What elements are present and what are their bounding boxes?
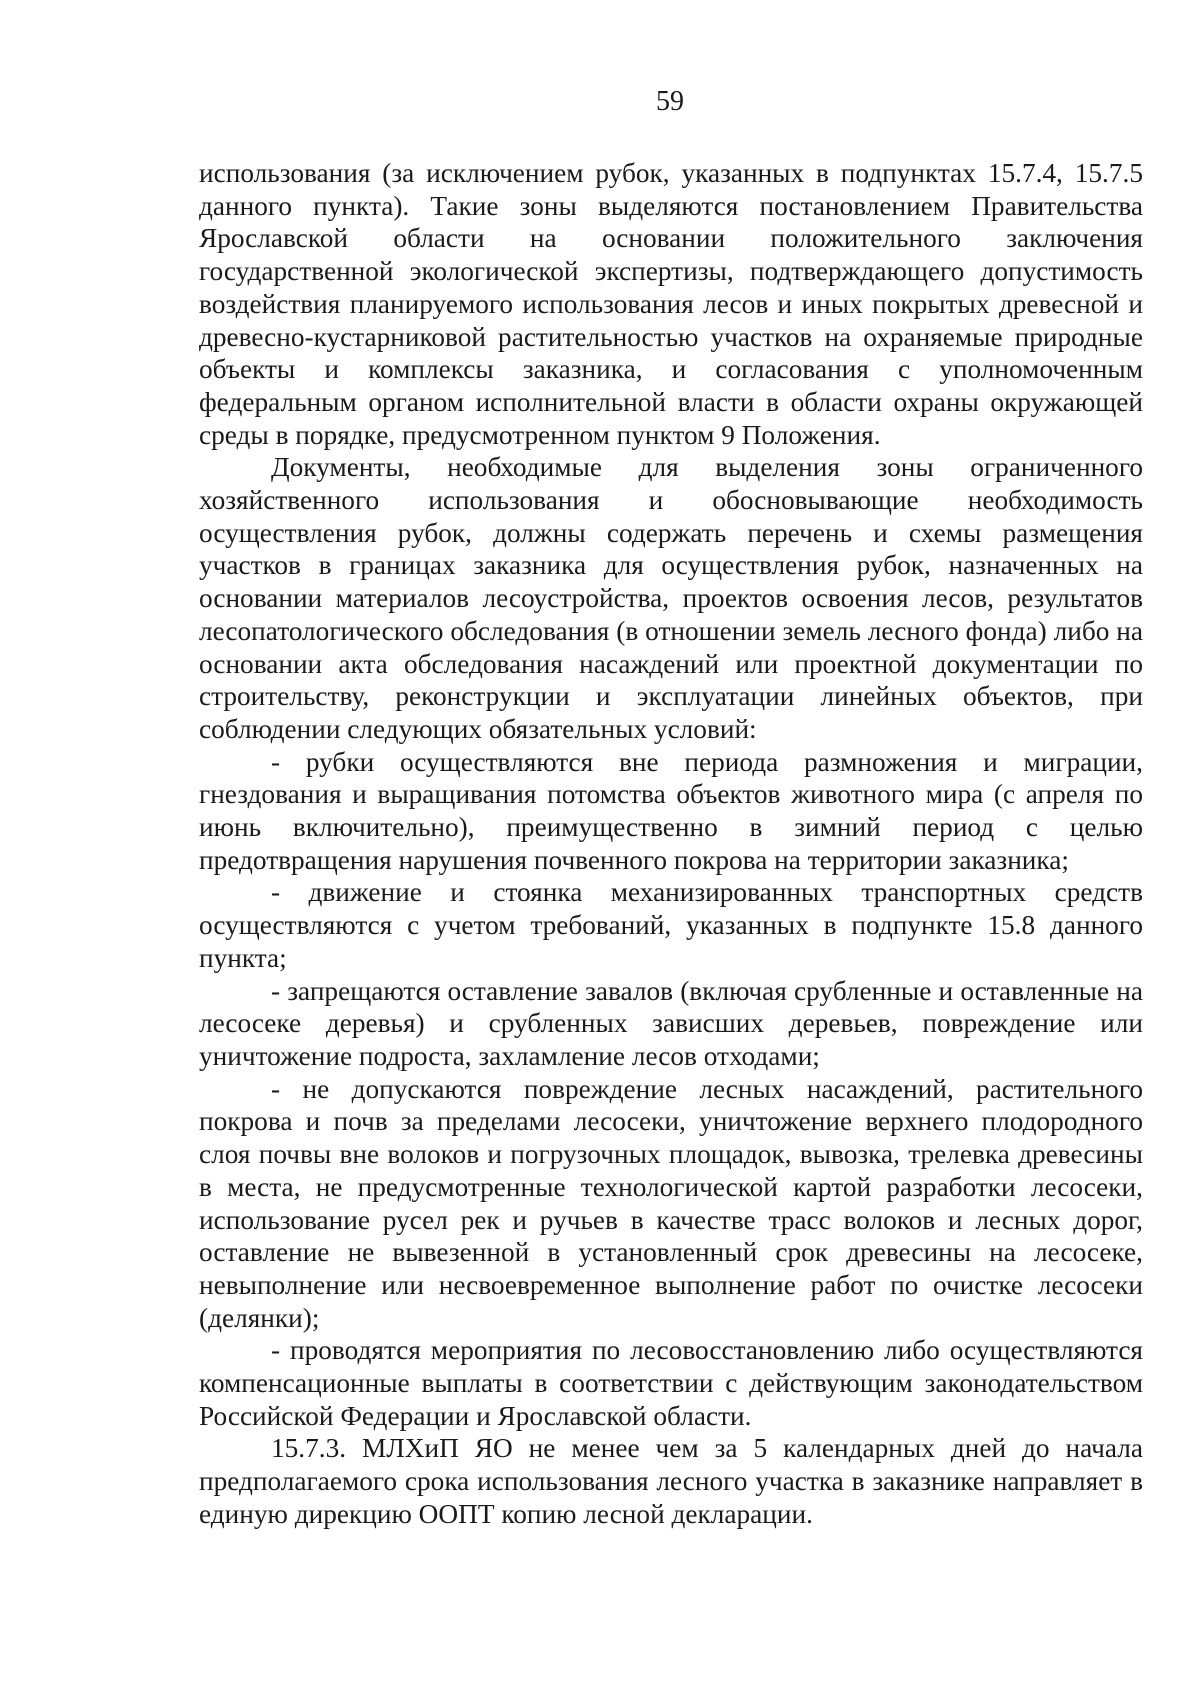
page-number: 59 bbox=[656, 86, 684, 117]
condition-debris-prohibited: - запрещаются оставление завалов (включая срубленные и оставленные на лесосеке деревья) и срубленных зависших деревьев, повреждение или уничтожение подроста, захламление лесов отходами; bbox=[199, 975, 1143, 1071]
condition-reforestation: - проводятся мероприятия по лесовосстановлению либо осуществляются компенсационные выплаты в соответствии с действующим законодательством Российской Федерации и Ярославской области. bbox=[199, 1335, 1143, 1431]
paragraph-documents: Документы, необходимые для выделения зоны ограниченного хозяйственного использования и обосновывающие необходимость осуществления рубок, должны содержать перечень и схемы размещения участков в границах заказника для осуществления рубок, назначенных на основании материалов лесоустройства, проектов освоения лесов, результатов лесопатологического обследования (в отношении земель лесного фонда) либо на основании акта обследования насаждений или проектной документации по строительству, реконструкции и эксплуатации линейных объектов, при соблюдении следующих обязательных условий: bbox=[199, 452, 1143, 744]
condition-vehicle-movement: - движение и стоянка механизированных транспортных средств осуществляются с учетом требований, указанных в подпункте 15.8 данного пункта; bbox=[199, 877, 1143, 973]
condition-damage-not-allowed: - не допускаются повреждение лесных насаждений, растительного покрова и почв за пределами лесосеки, уничтожение верхнего плодородного слоя почвы вне волоков и погрузочных площадок, вывозка, трелевка древесины в места, не предусмотренные технологической картой разработки лесосеки, использование русел рек и ручьев в качестве трасс волоков и лесных дорог, оставление не вывезенной в установленный срок древесины на лесосеке, невыполнение или несвоевременное выполнение работ по очистке лесосеки (делянки); bbox=[199, 1073, 1143, 1333]
paragraph-continuation: использования (за исключением рубок, указанных в подпунктах 15.7.4, 15.7.5 данного пункта). Такие зоны выделяются постановлением Правительства Ярославской области на основании положительного заключения государственной экологической экспертизы, подтверждающего допустимость воздействия планируемого использования лесов и иных покрытых древесной и древесно-кустарниковой растительностью участков на охраняемые природные объекты и комплексы заказника, и согласования с уполномоченным федеральным органом исполнительной власти в области охраны окружающей среды в порядке, предусмотренном пунктом 9 Положения. bbox=[199, 158, 1143, 450]
clause-15-7-3: 15.7.3. МЛХиП ЯО не менее чем за 5 календарных дней до начала предполагаемого срока использования лесного участка в заказнике направляет в единую дирекцию ООПТ копию лесной декларации. bbox=[199, 1433, 1143, 1529]
condition-cutting-period: - рубки осуществляются вне периода размножения и миграции, гнездования и выращивания потомства объектов животного мира (с апреля по июнь включительно), преимущественно в зимний период с целью предотвращения нарушения почвенного покрова на территории заказника; bbox=[199, 746, 1143, 875]
document-body bbox=[199, 157, 1143, 1531]
